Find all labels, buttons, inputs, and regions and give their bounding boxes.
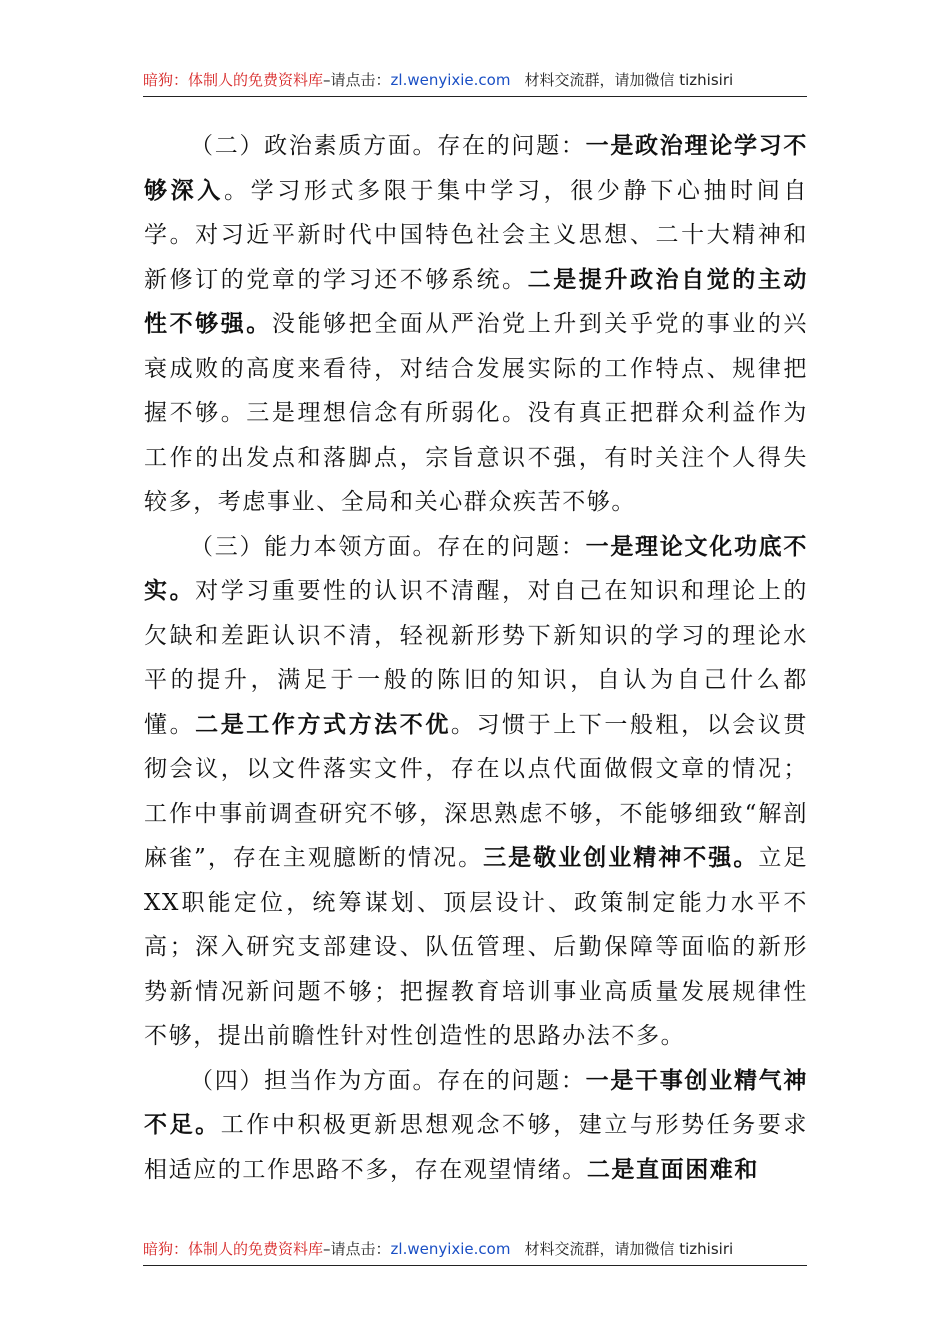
watermark-click-prompt: –请点击： [323,71,391,89]
paragraph-responsibility [144,1059,808,1193]
paragraph-political-quality [144,124,808,525]
watermark-brand: 暗狗：体制人的免费资料库 [143,71,324,89]
watermark-wechat-note: 材料交流群，请加微信 tizhisiri [524,71,734,89]
paragraph-segment-bold: 二是直面困难和 [586,1155,760,1183]
paragraph-segment: 立足XX职能定位，统筹谋划、顶层设计、政策制定能力水平不高；深入研究支部建设、队伍管理、后勤保障等面临的新形势新情况新问题不够；把握教育培训事业高质量发展规律性不够，提出前瞻性针对性创造性的思路办法不多。 [144,845,808,1049]
document-body [144,124,808,1192]
paragraph-segment: 。学习形式多限于集中学习，很少静下心抽时间自学。对习近平新时代中国特色社会主义思想、二十大精神和新修订的党章的学习还不够系统。 [144,177,808,293]
paragraph-segment: 。习惯于上下一般粗，以会议贯彻会议，以文件落实文件，存在以点代面做假文章的情况；工作中事前调查研究不够，深思熟虑不够，不能够细致“解剖麻雀”，存在主观臆断的情况。 [144,711,809,871]
watermark-link[interactable]: zl.wenyixie.com [390,1240,511,1258]
paragraph-segment: （四）担当作为方面。存在的问题： [190,1067,586,1094]
footer-watermark [143,1233,807,1266]
paragraph-segment-bold: 一是理论文化功底不实。 [144,532,808,604]
paragraph-segment-bold: 三是敬业创业精神不强。 [483,844,759,871]
paragraph-segment: （二）政治素质方面。存在的问题： [190,133,586,159]
paragraph-segment: 工作中积极更新思想观念不够，建立与形势任务要求相适应的工作思路不多，存在观望情绪。 [144,1112,808,1183]
watermark-brand: 暗狗：体制人的免费资料库 [143,1240,324,1258]
paragraph-segment-bold: 二是工作方式方法不优 [195,710,451,738]
paragraph-segment-bold: 一是干事创业精气神不足。 [144,1066,808,1138]
paragraph-segment: 没能够把全面从严治党上升到关乎党的事业的兴衰成败的高度来看待，对结合发展实际的工作特点、规律把握不够。三是理想信念有所弱化。没有真正把群众利益作为工作的出发点和落脚点，宗旨意识不强，有时关注个人得失较多，考虑事业、全局和关心群众疾苦不够。 [144,311,809,515]
paragraph-segment-bold: 二是提升政治自觉的主动性不够强。 [144,265,808,337]
paragraph-segment: （三）能力本领方面。存在的问题： [190,533,586,560]
header-watermark [143,64,807,97]
paragraph-ability [144,525,808,1059]
paragraph-segment: 对学习重要性的认识不清醒，对自己在知识和理论上的欠缺和差距认识不清，轻视新形势下新知识的学习的理论水平的提升，满足于一般的陈旧的知识，自认为自己什么都懂。 [144,578,808,738]
watermark-wechat-note: 材料交流群，请加微信 tizhisiri [524,1240,734,1258]
watermark-click-prompt: –请点击： [323,1240,391,1258]
watermark-link[interactable]: zl.wenyixie.com [390,71,511,89]
paragraph-segment-bold: 一是政治理论学习不够深入 [144,132,808,204]
